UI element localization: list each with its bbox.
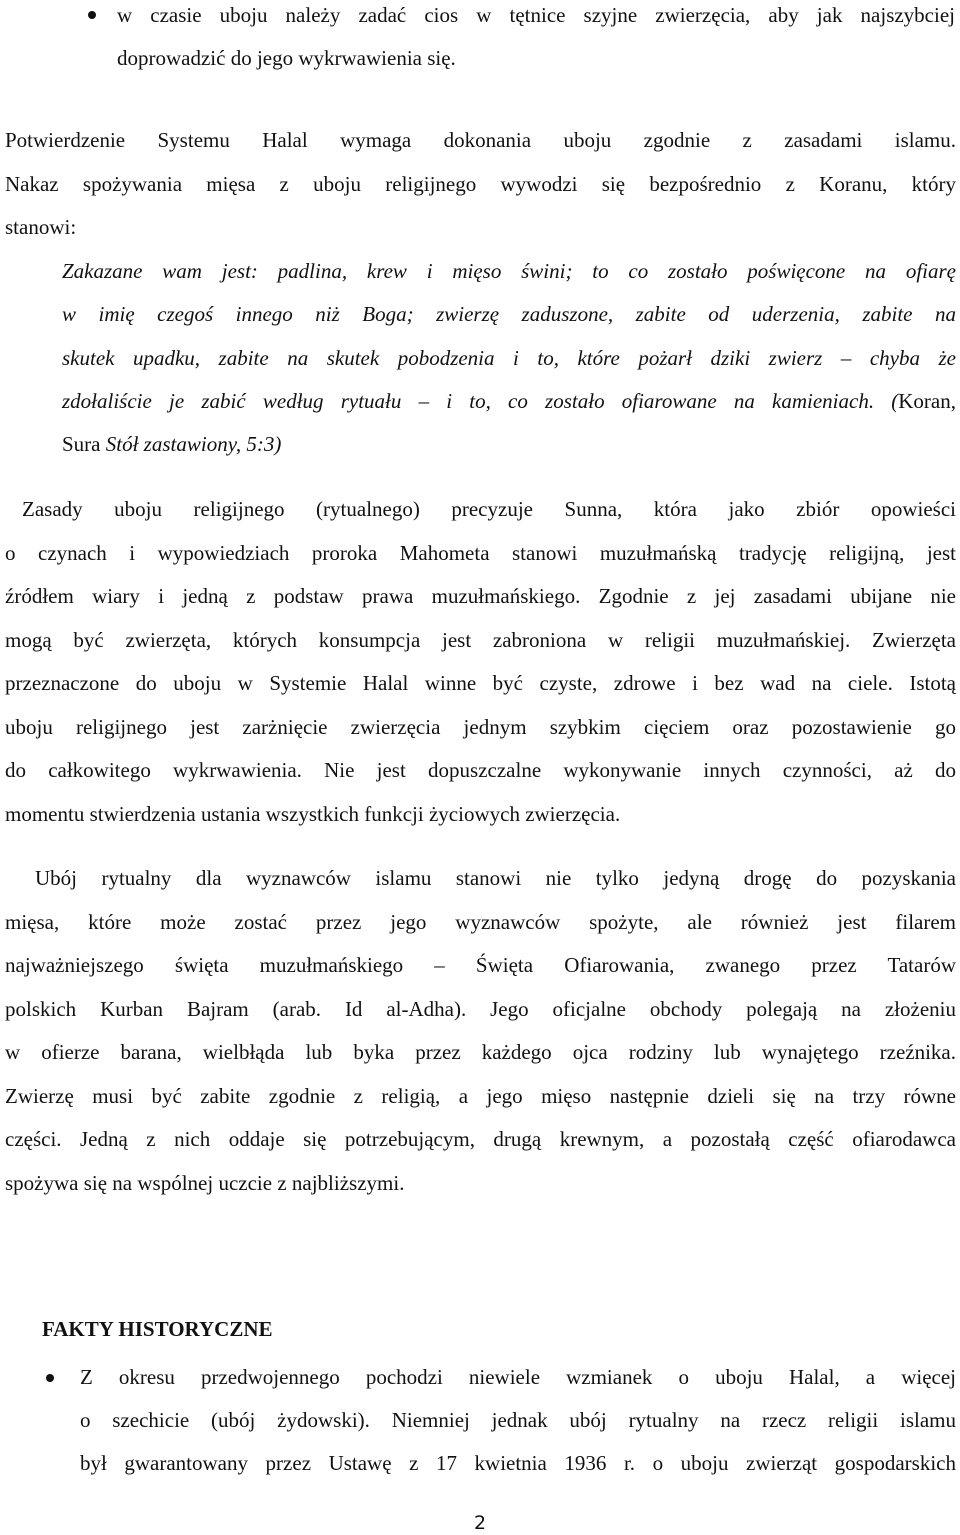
text-line: źródłem wiary i jedną z podstaw prawa muzułmańskiego. Zgodnie z jej zasadami ubijane nie	[5, 584, 956, 608]
text-line: Potwierdzenie Systemu Halal wymaga dokonania uboju zgodnie z zasadami islamu.	[5, 128, 956, 152]
paragraph-halal-intro	[5, 119, 956, 250]
quote-line	[62, 380, 956, 423]
text-line: momentu stwierdzenia ustania wszystkich funkcji życiowych zwierzęcia.	[5, 801, 621, 826]
text-line: o czynach i wypowiedziach proroka Mahometa stanowi muzułmańską tradycję religijną, jest	[5, 540, 956, 565]
text-line: części. Jedną z nich oddaje się potrzebującym, drugą krewnym, a pozostałą część ofiarodawca	[5, 1127, 956, 1151]
bullet-item-top	[117, 0, 955, 80]
quote-citation-line	[62, 423, 956, 466]
text-line: Zwierzę musi być zabite zgodnie z religią, a jego mięso następnie dzieli się na trzy równe	[5, 1083, 956, 1108]
text-line: uboju religijnego jest zarżnięcie zwierzęcia jednym szybkim cięciem oraz pozostawienie go	[5, 714, 956, 739]
text-line: Ubój rytualny dla wyznawców islamu stanowi nie tylko jedyną drogę do pozyskania	[35, 866, 956, 890]
quote-line: Zakazane wam jest: padlina, krew i mięso świni; to co zostało poświęcone na ofiarę	[62, 259, 956, 283]
section-heading: FAKTY HISTORYCZNE	[42, 1317, 273, 1341]
bullet-point-icon	[88, 11, 96, 19]
quote-line: w imię czegoś innego niż Boga; zwierzę zaduszone, zabite od uderzenia, zabite na	[62, 302, 956, 327]
quote-citation-title: Stół zastawiony, 5:3)	[105, 432, 282, 457]
quote-citation-sura: Sura	[62, 432, 106, 457]
text-line: Z okresu przedwojennego pochodzi niewiele wzmianek o uboju Halal, a więcej	[80, 1365, 956, 1389]
text-line: mogą być zwierzęta, których konsumpcja jest zabroniona w religii muzułmańskiej. Zwierzęta	[5, 627, 956, 652]
paragraph-kurban-bajram	[5, 857, 956, 1205]
bullet-point-icon	[46, 1374, 54, 1382]
text-line: o szechicie (ubój żydowski). Niemniej jednak ubój rytualny na rzecz religii islamu	[80, 1408, 956, 1432]
bullet-item-bottom	[80, 1356, 956, 1485]
quote-line: skutek upadku, zabite na skutek pobodzenia i to, które pożarł dziki zwierz – chyba że	[62, 345, 956, 370]
paragraph-sunna	[5, 488, 956, 836]
text-line: do całkowitego wykrwawienia. Nie jest dopuszczalne wykonywanie innych czynności, aż do	[5, 758, 956, 782]
text-line: stanowi:	[5, 215, 77, 239]
quote-line-text: zdołaliście je zabić według rytuału – i to, co zostało ofiarowane na kamieniach. (	[62, 388, 899, 413]
koran-quote	[62, 250, 956, 466]
text-line: Nakaz spożywania mięsa z uboju religijnego wywodzi się bezpośrednio z Koranu, który	[5, 171, 956, 196]
text-line: najważniejszego święta muzułmańskiego – Święta Ofiarowania, zwanego przez Tatarów	[5, 953, 956, 977]
text-line: Zasady uboju religijnego (rytualnego) precyzuje Sunna, która jako zbiór opowieści	[22, 497, 956, 521]
text-line: przeznaczone do uboju w Systemie Halal winne być czyste, zdrowe i bez wad na ciele. Istotą	[5, 671, 956, 695]
text-line: mięsa, które może zostać przez jego wyznawców spożyte, ale również jest filarem	[5, 909, 956, 934]
page-number: 2	[473, 1512, 487, 1534]
text-line: w ofierze barana, wielbłąda lub byka przez każdego ojca rodziny lub wynajętego rzeźnika.	[5, 1040, 956, 1064]
quote-citation: Koran,	[898, 388, 956, 413]
text-line: doprowadzić do jego wykrwawienia się.	[117, 46, 456, 70]
text-line: był gwarantowany przez Ustawę z 17 kwietnia 1936 r. o uboju zwierząt gospodarskich	[80, 1451, 956, 1475]
text-line: w czasie uboju należy zadać cios w tętnice szyjne zwierzęcia, aby jak najszybciej	[117, 3, 955, 27]
text-line: spożywa się na wspólnej uczcie z najbliższymi.	[5, 1170, 405, 1195]
text-line: polskich Kurban Bajram (arab. Id al-Adha). Jego oficjalne obchody polegają na złożeniu	[5, 996, 956, 1021]
